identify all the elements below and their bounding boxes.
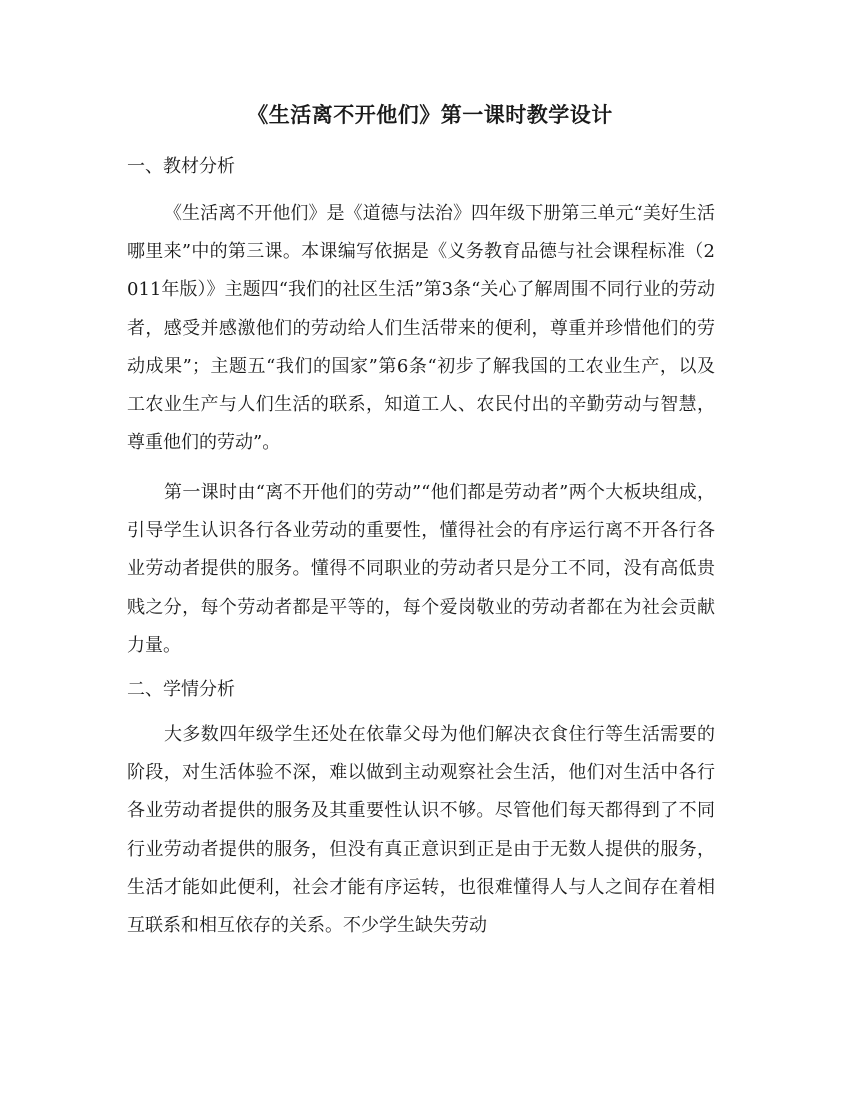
section-heading-student-analysis: 二、学情分析 xyxy=(127,679,235,700)
document-title: 《生活离不开他们》第一课时教学设计 xyxy=(247,102,613,127)
paragraph-textbook-analysis-1: 《生活离不开他们》是《道德与法治》四年级下册第三单元“美好生活哪里来”中的第三课。本课编写依据是《义务教育品德与社会课程标准（2011年版）》主题四“我们的社区生活”第3条“关心了解周围不同行业的劳动者，感受并感激他们的劳动给人们生活带来的便利，尊重并珍惜他们的劳动成果”；主题五“我们的国家”第6条“初步了解我国的工农业生产，以及工农业生产与人们生活的联系，知道工人、农民付出的辛勤劳动与智慧，尊重他们的劳动”。 xyxy=(127,203,715,454)
paragraph-textbook-analysis-2: 第一课时由“离不开他们的劳动”“他们都是劳动者”两个大板块组成，引导学生认识各行各业劳动的重要性，懂得社会的有序运行离不开各行各业劳动者提供的服务。懂得不同职业的劳动者只是分工不同，没有高低贵贱之分，每个劳动者都是平等的，每个爱岗敬业的劳动者都在为社会贡献力量。 xyxy=(127,482,715,656)
section-heading-textbook-analysis: 一、教材分析 xyxy=(127,156,235,177)
paragraph-student-analysis-1: 大多数四年级学生还处在依靠父母为他们解决衣食住行等生活需要的阶段，对生活体验不深，难以做到主动观察社会生活，他们对生活中各行各业劳动者提供的服务及其重要性认识不够。尽管他们每天都得到了不同行业劳动者提供的服务，但没有真正意识到正是由于无数人提供的服务，生活才能如此便利，社会才能有序运转，也很难懂得人与人之间存在着相互联系和相互依存的关系。不少学生缺失劳动 xyxy=(127,724,715,937)
